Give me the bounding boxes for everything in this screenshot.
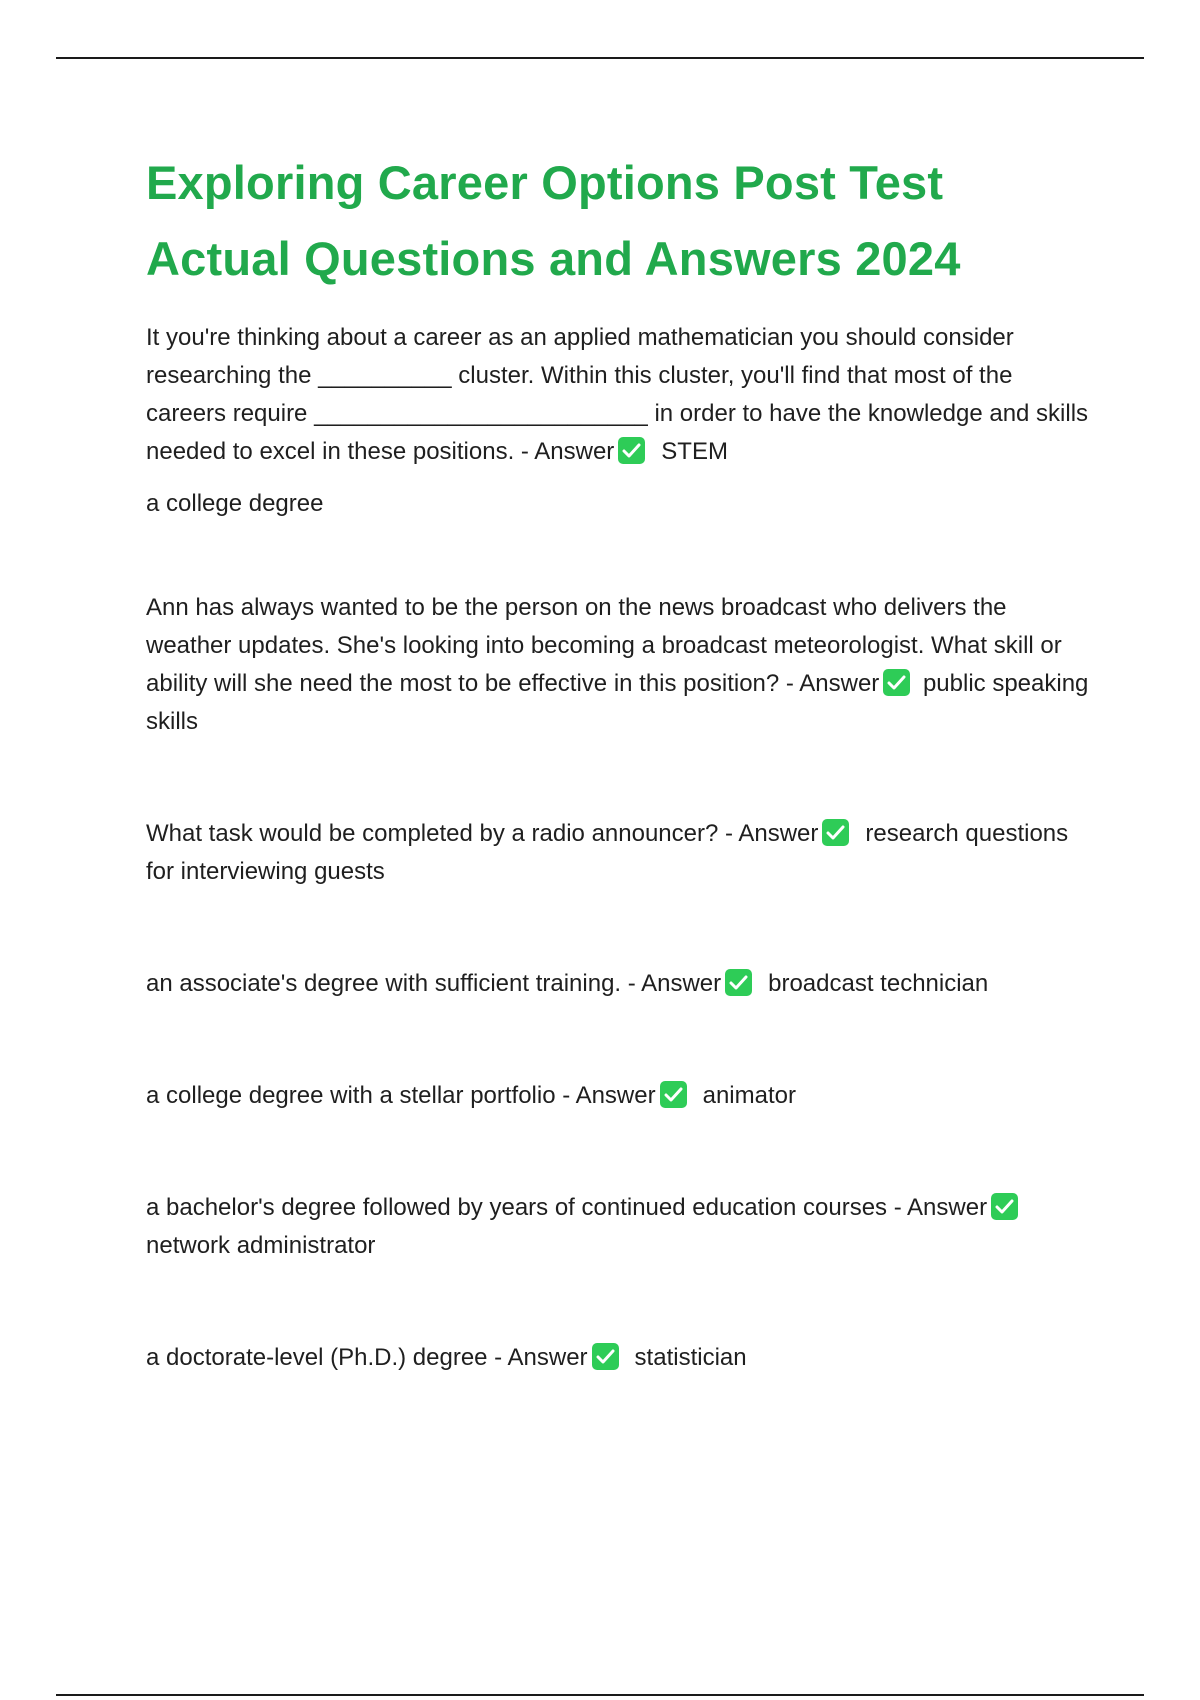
qa-item: [146, 815, 1096, 891]
document-body: [146, 145, 1096, 1377]
page-title: [146, 145, 1096, 297]
check-mark-icon: [660, 1081, 687, 1108]
answer-text: statistician: [634, 1344, 747, 1371]
question-text: What task would be completed by a radio announcer? - Answer: [146, 820, 819, 847]
answer-text: animator: [702, 1082, 796, 1109]
answer-extra: a college degree: [146, 490, 324, 517]
qa-item: [146, 319, 1096, 523]
fill-blank: __________: [318, 362, 452, 389]
check-mark-icon: [991, 1193, 1018, 1220]
check-mark-icon: [592, 1343, 619, 1370]
answer-text: STEM: [661, 438, 728, 465]
question-text: a doctorate-level (Ph.D.) degree - Answer: [146, 1344, 588, 1371]
question-text: It you're thinking about a career as an applied mathematician you should consider researching the __________ cluster. Within this cluster, you'll find that most of the careers require _________________________ in order to have the knowledge and skills needed to excel in these positions. - Answer STEM: [146, 324, 1089, 465]
top-rule: [56, 57, 1144, 59]
answer-text: broadcast technician: [768, 970, 989, 997]
question-text: Ann has always wanted to be the person on the news broadcast who delivers the weather updates. She's looking into becoming a broadcast meteorologist. What skill or ability will she need the most to be effective in this position? - Answer: [146, 594, 1062, 697]
question-text: an associate's degree with sufficient training. - Answer: [146, 970, 722, 997]
qa-item: [146, 1077, 1096, 1115]
answer-text: research questions for interviewing guests: [146, 820, 1069, 885]
qa-item: [146, 589, 1096, 741]
qa-item: [146, 965, 1096, 1003]
qa-item: [146, 1189, 1096, 1265]
answer-text: public speaking skills: [146, 670, 1089, 735]
check-mark-icon: [822, 819, 849, 846]
check-mark-icon: [725, 969, 752, 996]
bottom-rule: [56, 1694, 1144, 1696]
title-line-1: Exploring Career Options Post Test: [146, 156, 944, 209]
question-text: a college degree with a stellar portfolio - Answer: [146, 1082, 656, 1109]
check-mark-icon: [883, 669, 910, 696]
qa-item: [146, 1339, 1096, 1377]
fill-blank: _________________________: [314, 400, 648, 427]
title-line-2: Actual Questions and Answers 2024: [146, 232, 961, 285]
answer-text: network administrator: [146, 1232, 376, 1259]
check-mark-icon: [618, 437, 645, 464]
question-text: a bachelor's degree followed by years of continued education courses - Answer: [146, 1194, 988, 1221]
